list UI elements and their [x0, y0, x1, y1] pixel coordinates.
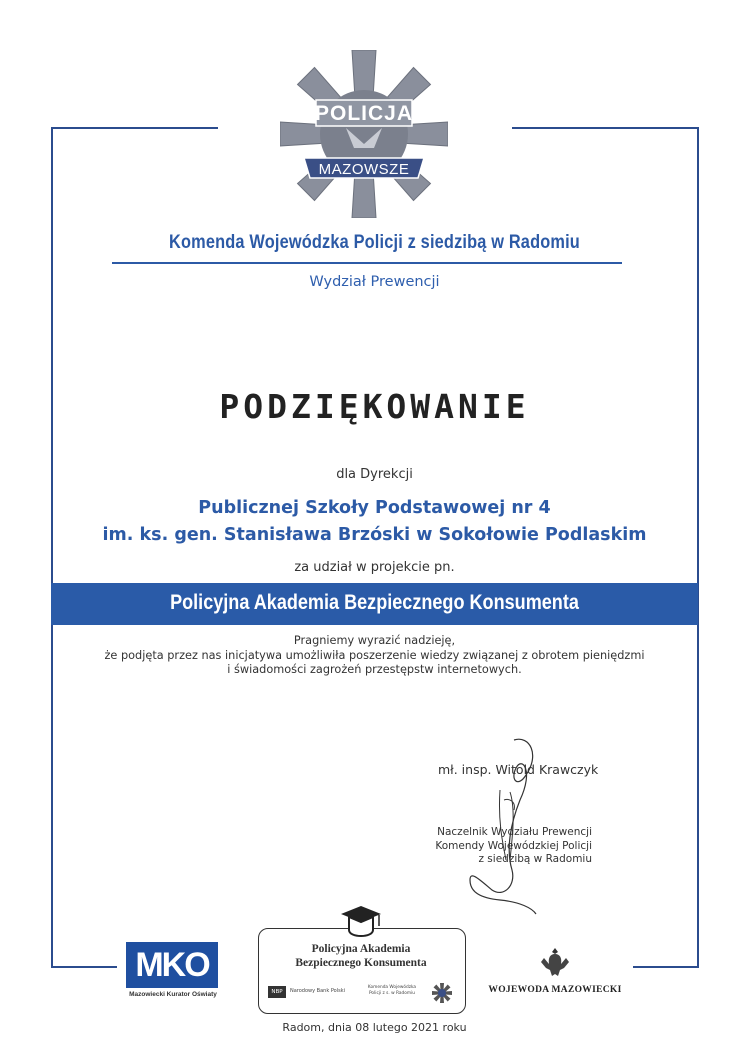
- nbp-logo: NBP: [268, 986, 286, 998]
- frame-bottom-left: [51, 966, 117, 968]
- participation-text: za udział w projekcie pn.: [294, 560, 455, 575]
- signatory-name: mł. insp. Witold Krawczyk: [438, 762, 599, 777]
- message-line: Pragniemy wyrazić nadzieję,: [293, 634, 456, 647]
- partner-nbp: Narodowy Bank Polski: [290, 988, 346, 994]
- header-rule: [112, 262, 622, 264]
- project-name: Policyjna Akademia Bezpiecznego Konsumenta: [170, 591, 579, 614]
- department-name: Wydział Prewencji: [309, 274, 440, 290]
- badge-line1: POLICJA: [314, 102, 414, 125]
- police-mini-badge-icon: [432, 983, 452, 1003]
- recipient-line1: Publicznej Szkoły Podstawowej nr 4: [198, 498, 551, 518]
- institution-name: Komenda Wojewódzka Policji z siedzibą w Radomiu: [169, 232, 580, 253]
- polish-eagle-icon: [538, 944, 572, 980]
- document-title: PODZIĘKOWANIE: [219, 387, 530, 426]
- message-paragraph: [0, 634, 749, 678]
- role-line: Komendy Wojewódzkiej Policji: [435, 839, 592, 852]
- mko-caption: Mazowiecki Kurator Oświaty: [129, 991, 217, 998]
- message-line: że podjęta przez nas inicjatywa umożliwiła poszerzenie wiedzy związanej z obrotem pieniędzmi: [104, 648, 645, 662]
- partner-kwp: Komenda Wojewódzka Policji z s. w Radomiu: [367, 985, 417, 996]
- voivode-label: WOJEWODA MAZOWIECKI: [488, 985, 622, 995]
- recipient-intro: dla Dyrekcji: [336, 467, 413, 482]
- frame-top-left: [51, 127, 218, 129]
- message-line: i świadomości zagrożeń przestępstw internetowych.: [227, 663, 522, 676]
- role-line: z siedzibą w Radomiu: [478, 853, 592, 865]
- badge-line2: MAZOWSZE: [318, 161, 410, 178]
- police-star-badge-icon: [280, 50, 448, 218]
- signature: [440, 730, 560, 920]
- recipient-line2: im. ks. gen. Stanisława Brzóski w Sokołowie Podlaskim: [102, 525, 647, 545]
- frame-top-right: [512, 127, 699, 129]
- issue-date: Radom, dnia 08 lutego 2021 roku: [282, 1021, 467, 1034]
- graduation-cap-icon: [339, 904, 383, 944]
- project-logo-line1: Policyjna Akademia: [311, 943, 411, 955]
- frame-bottom-right: [633, 966, 699, 968]
- frame-right: [697, 127, 699, 967]
- role-line: Naczelnik Wydziału Prewencji: [437, 826, 592, 838]
- mko-logo: MKO: [126, 942, 218, 988]
- project-logo-line2: Bezpiecznego Konsumenta: [295, 957, 427, 969]
